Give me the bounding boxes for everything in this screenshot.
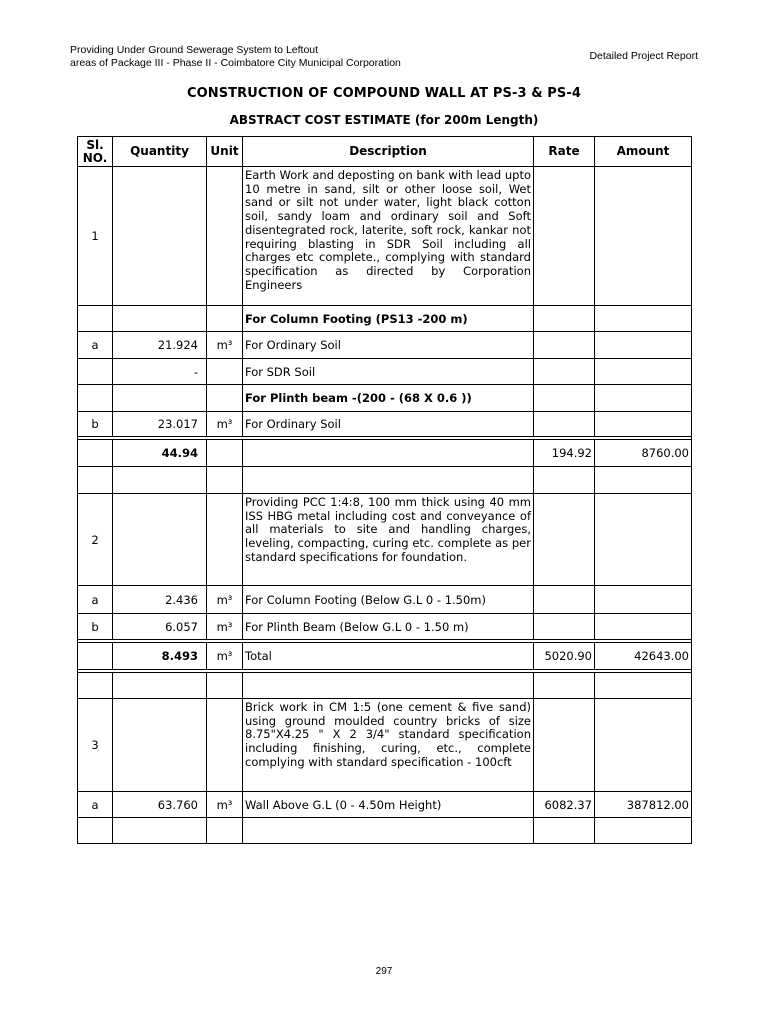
amount-cell xyxy=(595,306,692,332)
rate-cell xyxy=(534,359,595,385)
table-row xyxy=(78,614,692,640)
description-cell xyxy=(243,440,534,467)
description-cell: For Ordinary Soil xyxy=(243,412,534,437)
unit-cell xyxy=(207,699,243,792)
table-row xyxy=(78,792,692,818)
rate-cell xyxy=(534,699,595,792)
description-cell: Brick work in CM 1:5 (one cement & five sand) using ground moulded country bricks of size 8.75"X4.25 " X 2 3/4" standard specification including finishing, curing, etc., complete complying with standard specification - 100cft xyxy=(243,699,534,792)
rate-cell: 5020.90 xyxy=(534,643,595,670)
description-cell xyxy=(243,673,534,699)
sl-cell xyxy=(78,673,113,699)
sl-cell: b xyxy=(78,614,113,640)
unit-cell xyxy=(207,673,243,699)
rate-cell xyxy=(534,586,595,614)
unit-cell xyxy=(207,385,243,412)
description-cell: For Column Footing (PS13 -200 m) xyxy=(243,306,534,332)
page-subtitle: ABSTRACT COST ESTIMATE (for 200m Length) xyxy=(229,113,539,127)
rate-cell xyxy=(534,385,595,412)
unit-cell xyxy=(207,440,243,467)
rate-cell xyxy=(534,673,595,699)
sl-cell: a xyxy=(78,792,113,818)
unit-cell: m³ xyxy=(207,332,243,359)
description-cell: For Plinth beam -(200 - (68 X 0.6 )) xyxy=(243,385,534,412)
table-row xyxy=(78,440,692,467)
amount-cell xyxy=(595,818,692,844)
col-header-rate: Rate xyxy=(534,137,595,167)
amount-cell: 8760.00 xyxy=(595,440,692,467)
table-row xyxy=(78,643,692,670)
unit-cell: m³ xyxy=(207,792,243,818)
description-cell: Total xyxy=(243,643,534,670)
description-cell: For Plinth Beam (Below G.L 0 - 1.50 m) xyxy=(243,614,534,640)
table-row xyxy=(78,673,692,699)
quantity-cell xyxy=(113,818,207,844)
sl-cell: 2 xyxy=(78,494,113,586)
sl-cell: 3 xyxy=(78,699,113,792)
rate-cell xyxy=(534,167,595,306)
col-header-sl-line1: Sl. xyxy=(86,137,104,152)
amount-cell: 387812.00 xyxy=(595,792,692,818)
amount-cell xyxy=(595,385,692,412)
table-row xyxy=(78,359,692,385)
sl-cell xyxy=(78,440,113,467)
table-row xyxy=(78,818,692,844)
unit-cell xyxy=(207,359,243,385)
unit-cell xyxy=(207,167,243,306)
table-row xyxy=(78,467,692,494)
sl-cell: a xyxy=(78,332,113,359)
table-row xyxy=(78,699,692,792)
table-header-row xyxy=(78,137,692,167)
description-cell: Wall Above G.L (0 - 4.50m Height) xyxy=(243,792,534,818)
sl-cell xyxy=(78,359,113,385)
amount-cell xyxy=(595,167,692,306)
description-cell: Providing PCC 1:4:8, 100 mm thick using 40 mm ISS HBG metal including cost and conveyance of all materials to site and handling charges, leveling, compacting, curing etc. complete as per standard specifications for foundation. xyxy=(243,494,534,586)
unit-cell: m³ xyxy=(207,586,243,614)
rate-cell xyxy=(534,494,595,586)
cost-estimate-table xyxy=(77,136,692,844)
amount-cell xyxy=(595,614,692,640)
rate-cell xyxy=(534,332,595,359)
table-row xyxy=(78,306,692,332)
sl-cell: b xyxy=(78,412,113,437)
amount-cell xyxy=(595,467,692,494)
header-project-line1: Providing Under Ground Sewerage System to Leftout xyxy=(70,44,319,56)
rate-cell: 194.92 xyxy=(534,440,595,467)
description-cell: For Ordinary Soil xyxy=(243,332,534,359)
table-row xyxy=(78,412,692,437)
col-header-quantity: Quantity xyxy=(113,137,207,167)
rate-cell xyxy=(534,614,595,640)
rate-cell xyxy=(534,306,595,332)
sl-cell xyxy=(78,385,113,412)
unit-cell xyxy=(207,494,243,586)
quantity-cell xyxy=(113,167,207,306)
unit-cell xyxy=(207,818,243,844)
amount-cell xyxy=(595,359,692,385)
col-header-unit: Unit xyxy=(207,137,243,167)
sl-cell xyxy=(78,467,113,494)
unit-cell: m³ xyxy=(207,614,243,640)
rate-cell: 6082.37 xyxy=(534,792,595,818)
table-row xyxy=(78,586,692,614)
table-row xyxy=(78,167,692,306)
rate-cell xyxy=(534,467,595,494)
quantity-cell: 2.436 xyxy=(113,586,207,614)
document-header-left xyxy=(70,44,401,70)
description-cell: For SDR Soil xyxy=(243,359,534,385)
description-cell: Earth Work and deposting on bank with lead upto 10 metre in sand, silt or other loose soil, Wet sand or silt not under water, light black cotton soil, sandy loam and ordinary soil and Soft disentegrated rock, laterite, soft rock, kankar not requiring blasting in SDR Soil including all charges etc complete., complying with standard specification as directed by Corporation Engineers xyxy=(243,167,534,306)
description-cell xyxy=(243,818,534,844)
page-title: CONSTRUCTION OF COMPOUND WALL AT PS-3 & PS-4 xyxy=(186,86,582,101)
quantity-cell: 21.924 xyxy=(113,332,207,359)
quantity-cell xyxy=(113,385,207,412)
quantity-cell: - xyxy=(113,359,207,385)
amount-cell xyxy=(595,699,692,792)
unit-cell xyxy=(207,467,243,494)
rate-cell xyxy=(534,412,595,437)
col-header-amount: Amount xyxy=(595,137,692,167)
quantity-cell: 23.017 xyxy=(113,412,207,437)
unit-cell: m³ xyxy=(207,643,243,670)
sl-cell xyxy=(78,818,113,844)
quantity-cell xyxy=(113,494,207,586)
quantity-cell: 8.493 xyxy=(113,643,207,670)
amount-cell xyxy=(595,412,692,437)
col-header-sl-line2: NO. xyxy=(82,150,108,165)
amount-cell xyxy=(595,673,692,699)
amount-cell: 42643.00 xyxy=(595,643,692,670)
unit-cell: m³ xyxy=(207,412,243,437)
table-row xyxy=(78,385,692,412)
amount-cell xyxy=(595,494,692,586)
description-cell: For Column Footing (Below G.L 0 - 1.50m) xyxy=(243,586,534,614)
quantity-cell: 6.057 xyxy=(113,614,207,640)
col-header-description: Description xyxy=(243,137,534,167)
description-cell xyxy=(243,467,534,494)
quantity-cell: 44.94 xyxy=(113,440,207,467)
sl-cell xyxy=(78,643,113,670)
col-header-sl xyxy=(78,137,113,167)
table-row xyxy=(78,332,692,359)
sl-cell: a xyxy=(78,586,113,614)
amount-cell xyxy=(595,332,692,359)
page-number: 297 xyxy=(375,966,393,977)
quantity-cell xyxy=(113,306,207,332)
quantity-cell xyxy=(113,673,207,699)
document-header-right: Detailed Project Report xyxy=(589,50,698,62)
quantity-cell xyxy=(113,467,207,494)
sl-cell: 1 xyxy=(78,167,113,306)
quantity-cell: 63.760 xyxy=(113,792,207,818)
quantity-cell xyxy=(113,699,207,792)
unit-cell xyxy=(207,306,243,332)
rate-cell xyxy=(534,818,595,844)
sl-cell xyxy=(78,306,113,332)
table-row xyxy=(78,494,692,586)
amount-cell xyxy=(595,586,692,614)
header-project-line2: areas of Package III - Phase II - Coimbatore City Municipal Corporation xyxy=(70,57,401,69)
